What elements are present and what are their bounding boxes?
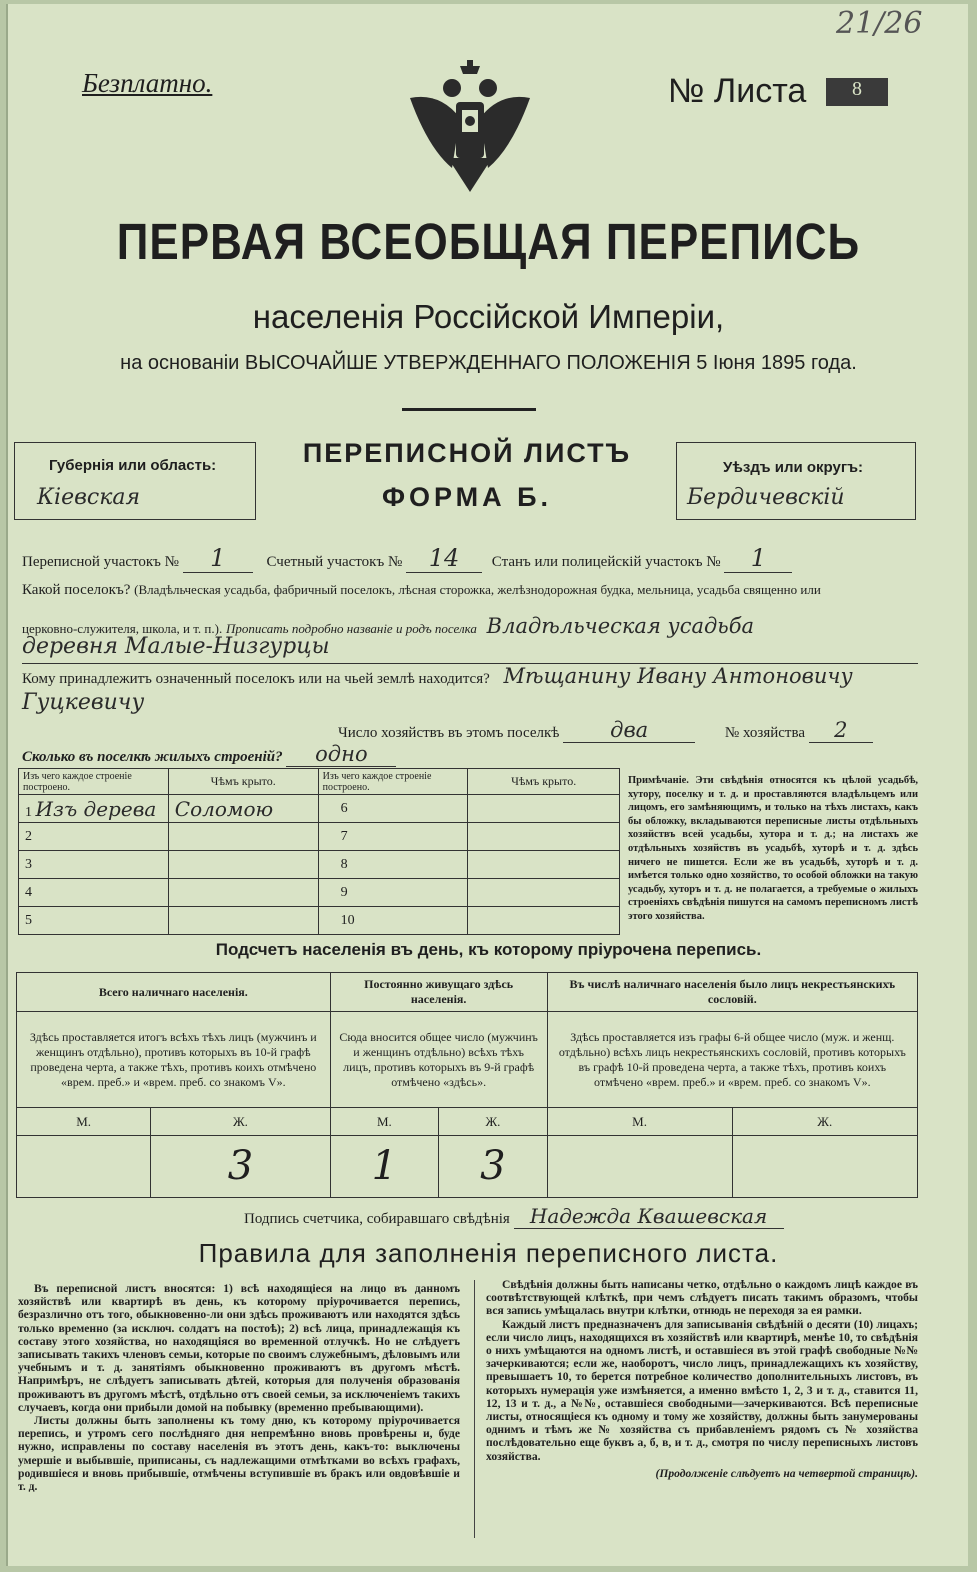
building-roof xyxy=(468,823,620,851)
rules-right-paragraph-2: Каждый листъ предназначенъ для записыванія свѣдѣній о десяти (10) лицахъ; если число лицъ, находящихся въ хозяйствѣ или квартирѣ, менѣе 10, то свѣдѣнія о нихъ умѣщаются на одномъ листѣ, и оставшіеся въ этой графѣ свободные №№ зачеркиваются; если же, наоборотъ, число лицъ, принадлежащихъ къ хозяйству, превышаетъ 10, то берется потребное количество дополнительныхъ листовъ, въ которыхъ нумерація уже измѣняется, а именно вмѣсто 1, 2, 3 и т. д., ставится 11, 12, 13 и т. д., а №№, оставшіеся свободными—зачеркиваются. Всѣ переписные листы, относящіеся къ одному и тому же хозяйству, должны быть занумерованы однимъ и тѣмъ же № хозяйства съ прибавленіемъ рядомъ съ № хозяйства послѣдовательно еще буквъ а, б, в, и т. д., смотря по числу переписныхъ листовъ хозяйства. xyxy=(486,1317,918,1463)
col1-female-label: Ж. xyxy=(151,1108,330,1136)
settlement-value-2: деревня Малые-Низгурцы xyxy=(22,634,918,664)
owner-value-2: Гуцкевичу xyxy=(22,690,145,715)
population-count-title: Подсчетъ населенія въ день, къ которому пріурочена перепись. xyxy=(215,940,762,959)
form-title: ПЕРЕПИСНОЙ ЛИСТЪ xyxy=(302,438,632,468)
rules-left-paragraph-1: Въ переписной листъ вносятся: 1) всѣ находящіеся на лицо въ данномъ хозяйствѣ или квартирѣ въ день, къ которому пріурочивается перепись, безразлично отъ того, обыкновенно-ли они здѣсь проживаютъ или находятся здѣсь только временно (за исключ. солдатъ на постоѣ); 2) всѣ лица, принадлежащія къ составу этого хозяйства, но находящіяся во временной отлучкѣ. Но не слѣдуетъ записывать такихъ членовъ семьи, которые по своимъ служебнымъ, дѣловымъ или учебнымъ и т. д. занятіямъ обыкновенно проживаютъ въ другомъ мѣстѣ. Напримѣръ, не слѣдуетъ записывать дѣтей, которыя для полученія образованія проживаютъ въ другомъ мѣстѣ, отдѣльно отъ своей семьи, за исключеніемъ такихъ случаевъ, когда они прибыли домой на побывку (временно пребывающими). xyxy=(18,1282,460,1414)
row-number: 5 xyxy=(19,907,169,935)
row-number: 1 xyxy=(25,804,32,820)
building-roof xyxy=(468,879,620,907)
population-col1-desc: Здѣсь проставляется итогъ всѣхъ тѣхъ лицъ (мужчинъ и женщинъ отдѣльно), противъ которыхъ въ 10-й графѣ проведена черта, а также тѣхъ, противъ коихъ отмѣчено «врем. преб.» и «врем. преб. со знакомъ V». xyxy=(17,1012,331,1108)
building-roof xyxy=(168,879,318,907)
col3-female-label: Ж. xyxy=(732,1108,917,1136)
population-col3-header: Въ числѣ наличнаго населенія было лицъ некрестьянскихъ сословій. xyxy=(547,973,917,1012)
buildings-row xyxy=(22,742,396,767)
uezd-label: Уѣздъ или округъ: xyxy=(723,459,864,476)
form-subtitle: ФОРМА Б. xyxy=(381,482,553,512)
title-divider xyxy=(402,408,536,411)
census-area-row xyxy=(22,544,792,573)
sheet-number-value: 8 xyxy=(826,78,888,106)
population-table xyxy=(16,972,918,1198)
row-number: 10 xyxy=(318,907,468,935)
buildings-table xyxy=(18,768,620,935)
settlement-hint-2: церковно-служителя, школа, и т. п.). xyxy=(22,621,223,636)
row-number: 2 xyxy=(19,823,169,851)
rules-right-paragraph-1: Свѣдѣнія должны быть написаны четко, отдѣльно о каждомъ лицѣ каждое въ соотвѣтствующей клѣткѣ, при чемъ слѣдуетъ писать такимъ образомъ, чтобы вся запись умѣщалась внутри клѣтки, отнюдь не переходя за ея рамки. xyxy=(486,1278,918,1318)
buildings-note: Примѣчаніе. Эти свѣдѣнія относятся къ цѣлой усадьбѣ, хутору, поселку и т. д. и проставляются владѣльцемъ или лицомъ, его замѣняющимъ, и только на тѣхъ листахъ, какъ бы обложку, вкладываются переписные листы отдѣльныхъ хозяйствъ всей усадьбы, хутора и т. д.; на листахъ же отдѣльныхъ хозяйствъ въ усадьбѣ, хуторѣ и т. д. здѣсь ничего не пишется. Если же въ усадьбѣ, хуторѣ и т. д. имѣется только одно хозяйство, то особой обложки на такую усадьбу, хуторъ и т. д. не полагается, а требуемые о жилыхъ строеніяхъ свѣдѣнія пишутся на самомъ переписномъ листѣ этого хозяйства. xyxy=(628,775,918,922)
gubernia-box xyxy=(14,442,256,520)
household-no-label: № хозяйства xyxy=(724,725,806,741)
building-roof xyxy=(168,823,318,851)
row-number: 4 xyxy=(19,879,169,907)
col2-female-label: Ж. xyxy=(439,1108,548,1136)
table-row xyxy=(19,795,620,823)
building-roof xyxy=(468,795,620,823)
table-row xyxy=(19,879,620,907)
counting-area-label: Счетный участокъ № xyxy=(266,554,403,570)
owner-row xyxy=(22,664,853,688)
row-number: 9 xyxy=(318,879,468,907)
rules-divider xyxy=(474,1280,475,1538)
household-no-value: 2 xyxy=(809,718,873,743)
households-row xyxy=(338,718,873,743)
owner-label: Кому принадлежитъ означенный поселокъ или на чьей землѣ находится? xyxy=(22,671,490,687)
table-row xyxy=(19,851,620,879)
households-label: Число хозяйствъ въ этомъ поселкѣ xyxy=(338,725,560,741)
buildings-value: одно xyxy=(286,742,396,767)
table-row xyxy=(19,823,620,851)
row-number: 7 xyxy=(318,823,468,851)
row-number: 8 xyxy=(318,851,468,879)
signature-value: Надежда Квашевская xyxy=(514,1204,784,1229)
rules-left-column xyxy=(18,1282,460,1493)
col1-female-value: 3 xyxy=(151,1136,330,1198)
col2-male-label: М. xyxy=(330,1108,439,1136)
col1-male-label: М. xyxy=(17,1108,151,1136)
population-col2-header: Постоянно живущаго здѣсь населенія. xyxy=(330,973,547,1012)
building-roof: Соломою xyxy=(168,795,318,823)
col2-male-value: 1 xyxy=(330,1136,439,1198)
population-col1-header: Всего наличнаго населенія. xyxy=(17,973,331,1012)
document-basis: на основаніи ВЫСОЧАЙШЕ УТВЕРЖДЕННАГО ПОЛОЖЕНІЯ 5 Іюня 1895 года. xyxy=(120,352,857,374)
households-value: два xyxy=(563,718,695,743)
row-number: 6 xyxy=(318,795,468,823)
rules-right-column xyxy=(486,1278,918,1480)
rules-continued: (Продолженіе слѣдуетъ на четвертой страницѣ). xyxy=(655,1466,918,1480)
col3-male-label: М. xyxy=(547,1108,732,1136)
archive-corner-mark: 21/26 xyxy=(836,6,923,41)
population-col3-desc: Здѣсь проставляется изъ графы 6-й общее число (муж. и женщ. отдѣльно) всѣхъ лицъ некрестьянскихъ сословій, противъ которыхъ въ графѣ 10-й проведена черта, а также тѣхъ, противъ коихъ отмѣчено «врем. преб.» и «врем. преб. со знакомъ V». xyxy=(547,1012,917,1108)
signature-label: Подпись счетчика, собиравшаго свѣдѣнія xyxy=(244,1211,510,1227)
settlement-label: Какой поселокъ? xyxy=(22,582,131,598)
document-title: ПЕРВАЯ ВСЕОБЩАЯ ПЕРЕПИСЬ xyxy=(116,214,861,271)
rules-title: Правила для заполненія переписного листа. xyxy=(198,1238,779,1268)
census-area-value: 1 xyxy=(183,544,253,573)
table-row xyxy=(19,907,620,935)
settlement-hint-1: (Владѣльческая усадьба, фабричный поселокъ, лѣсная сторожка, желѣзнодорожная будка, мельница, усадьба священно или xyxy=(134,582,821,597)
building-roof xyxy=(168,907,318,935)
buildings-col-material-right: Изъ чего каждое строеніе построено. xyxy=(318,769,468,795)
col1-male-value xyxy=(17,1136,151,1198)
signature-row xyxy=(244,1204,784,1229)
col2-female-value: 3 xyxy=(439,1136,548,1198)
owner-value-1: Мѣщанину Ивану Антоновичу xyxy=(503,664,853,688)
sheet-number-label: № Листа xyxy=(668,72,807,110)
building-material: Изъ дерева xyxy=(35,796,157,821)
buildings-label: Сколько въ поселкѣ жилыхъ строеній? xyxy=(22,749,283,765)
building-roof xyxy=(168,851,318,879)
stan-label: Станъ или полицейскій участокъ № xyxy=(491,554,721,570)
census-area-label: Переписной участокъ № xyxy=(22,554,179,570)
uezd-box xyxy=(676,442,916,520)
uezd-value: Бердичевскій xyxy=(687,485,845,510)
stan-value: 1 xyxy=(724,544,792,573)
settlement-value-1: Владѣльческая усадьба xyxy=(486,614,755,638)
gubernia-value: Кіевская xyxy=(37,485,141,510)
counting-area-value: 14 xyxy=(406,544,482,573)
row-number: 3 xyxy=(19,851,169,879)
settlement-row xyxy=(22,582,821,599)
free-label: Безплатно. xyxy=(82,68,213,98)
building-roof xyxy=(468,907,620,935)
col3-male-value xyxy=(547,1136,732,1198)
building-roof xyxy=(468,851,620,879)
buildings-col-roof-right: Чѣмъ крыто. xyxy=(468,769,620,795)
imperial-eagle-emblem-icon xyxy=(400,58,540,198)
rules-left-paragraph-2: Листы должны быть заполнены къ тому дню, къ которому пріурочивается перепись, и утромъ сего послѣдняго дня непремѣнно вновь провѣрены и, буде нужно, исправлены по составу населенія въ этотъ день, какъ-то: выключены умершіе и выбывшіе, приписаны, съ надлежащими отмѣтками во всѣхъ графахъ, родившіеся и вновь прибывшіе, отмѣчены вступившіе въ бракъ или овдовѣвшіе и т. д. xyxy=(18,1414,460,1494)
gubernia-label: Губернія или область: xyxy=(49,457,217,474)
population-col2-desc: Сюда вносится общее число (мужчинъ и женщинъ отдѣльно) всѣхъ тѣхъ лицъ, противъ которыхъ въ 9-й графѣ отмѣчено «здѣсь». xyxy=(330,1012,547,1108)
buildings-col-roof-left: Чѣмъ крыто. xyxy=(168,769,318,795)
buildings-col-material-left: Изъ чего каждое строеніе построено. xyxy=(19,769,169,795)
col3-female-value xyxy=(732,1136,917,1198)
document-subtitle: населенія Россійской Имперіи, xyxy=(252,298,725,335)
settlement-hint-3: Прописать подробно названіе и родъ поселка xyxy=(225,621,477,636)
